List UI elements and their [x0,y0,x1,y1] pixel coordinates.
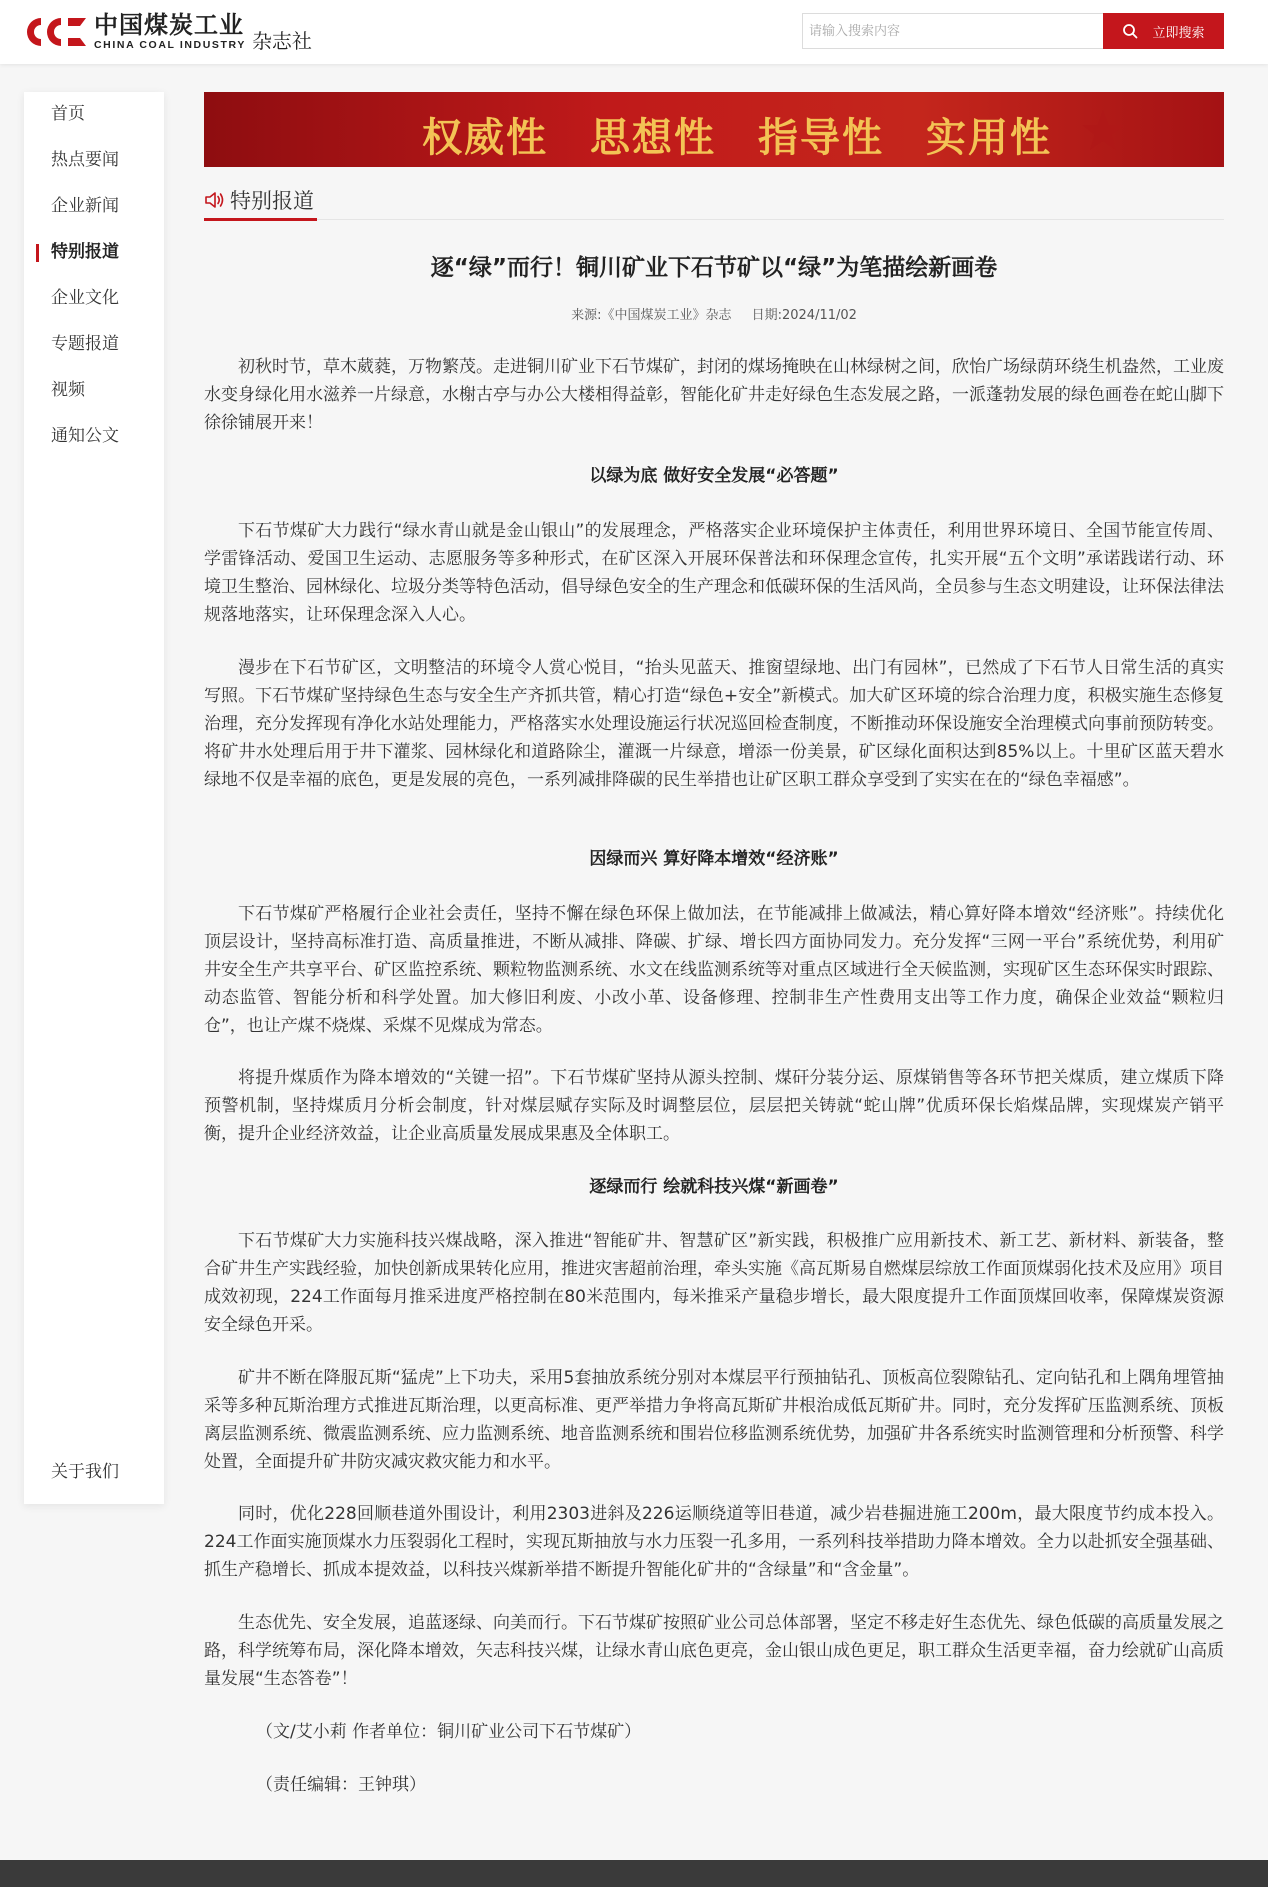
article-author: （文/艾小莉 作者单位：铜川矿业公司下石节煤矿） [256,1722,642,1742]
section-header [204,180,1224,220]
sidebar-item-company-news[interactable]: 企业新闻 [51,196,119,216]
article-source: 来源:《中国煤炭工业》杂志 [571,308,732,323]
logo-title: 中国煤炭工业 [94,10,244,39]
subheading: 以绿为底 做好安全发展“必答题” [589,466,839,486]
article-title: 逐“绿”而行！铜川矿业下石节矿以“绿”为笔描绘新画卷 [430,255,998,281]
paragraph: 下石节煤矿严格履行企业社会责任，坚持不懈在绿色环保上做加法，在节能减排上做减法，精心算好降本增效“经济账”。持续优化顶层设计，坚持高标准打造、高质量推进，不断从减排、降碳、扩绿、增长四方面协同发力。充分发挥“三网一平台”系统优势，利用矿井安全生产共享平台、矿区监控系统、颗粒物监测系统、水文在线监测系统等对重点区域进行全天候监测，实现矿区生态环保实时跟踪、动态监管、智能分析和科学处置。加大修旧利废、小改小革、设备修理、控制非生产性费用支出等工作力度，确保企业效益“颗粒归仓”，也让产煤不烧煤、采煤不见煤成为常态。 [204,904,1224,1036]
section-underline [204,218,317,221]
search-button[interactable] [1103,13,1224,49]
sidebar-item-special-report[interactable]: 特别报道 [24,232,164,272]
subheading: 因绿而兴 算好降本增效“经济账” [589,849,839,869]
sidebar-item-notices[interactable]: 通知公文 [51,426,119,446]
sidebar-item-topics[interactable]: 专题报道 [51,334,119,354]
paragraph: 将提升煤质作为降本增效的“关键一招”。下石节煤矿坚持从源头控制、煤矸分装分运、原煤销售等各环节把关煤质，建立煤质下降预警机制，坚持煤质月分析会制度，针对煤层赋存实际及时调整层位，层层把关铸就“蛇山牌”优质环保长焰煤品牌，实现煤炭产销平衡，提升企业经济效益，让企业高质量发展成果惠及全体职工。 [204,1068,1224,1144]
site-footer [0,1860,1268,1887]
sidebar-nav [24,92,164,1504]
coal-logo-icon [24,15,86,49]
sidebar-item-home[interactable]: 首页 [51,104,85,124]
search-bar [802,13,1224,49]
sidebar-item-culture[interactable]: 企业文化 [51,288,119,308]
slogan-banner [204,92,1224,167]
search-button-label: 立即搜索 [1152,25,1205,41]
site-header [0,0,1268,64]
logo-english: CHINA COAL INDUSTRY [94,39,246,51]
paragraph: 生态优先、安全发展，追蓝逐绿、向美而行。下石节煤矿按照矿业公司总体部署，坚定不移走好生态优先、绿色低碳的高质量发展之路，科学统筹布局，深化降本增效，矢志科技兴煤，让绿水青山底色更亮，金山银山成色更足，职工群众生活更幸福，奋力绘就矿山高质量发展“生态答卷”！ [204,1613,1224,1689]
banner-slogan: 权威性 思想性 指导性 实用性 [422,114,1052,161]
sidebar-item-hot-news[interactable]: 热点要闻 [51,150,119,170]
paragraph: 初秋时节，草木葳蕤，万物繁茂。走进铜川矿业下石节煤矿，封闭的煤场掩映在山林绿树之间，欣怡广场绿荫环绕生机盎然，工业废水变身绿化用水滋养一片绿意，水榭古亭与办公大楼相得益彰，智能化矿井走好绿色生态发展之路，一派蓬勃发展的绿色画卷在蛇山脚下徐徐铺展开来！ [204,357,1224,433]
article-date: 日期:2024/11/02 [751,308,857,323]
paragraph: 下石节煤矿大力实施科技兴煤战略，深入推进“智能矿井、智慧矿区”新实践，积极推广应用新技术、新工艺、新材料、新装备，整合矿井生产实践经验，加快创新成果转化应用，推进灾害超前治理，牵头实施《高瓦斯易自燃煤层综放工作面顶煤弱化技术及应用》项目成效初现，224工作面每月推采进度严格控制在80米范围内，每米推采产量稳步增长，最大限度提升工作面顶煤回收率，保障煤炭资源安全绿色开采。 [204,1231,1224,1335]
star-icon [1080,108,1126,152]
section-title-text: 特别报道 [230,189,314,213]
paragraph: 同时，优化228回顺巷道外围设计，利用2303进斜及226运顺绕道等旧巷道，减少岩巷掘进施工200m，最大限度节约成本投入。224工作面实施顶煤水力压裂弱化工程时，实现瓦斯抽放与水力压裂一孔多用，一系列科技举措助力降本增效。全力以赴抓安全强基础、抓生产稳增长、抓成本提效益，以科技兴煤新举措不断提升智能化矿井的“含绿量”和“含金量”。 [204,1504,1224,1580]
paragraph: 矿井不断在降服瓦斯“猛虎”上下功夫，采用5套抽放系统分别对本煤层平行预抽钻孔、顶板高位裂隙钻孔、定向钻孔和上隅角埋管抽采等多种瓦斯治理方式推进瓦斯治理，以更高标准、更严举措力争将高瓦斯矿井根治成低瓦斯矿井。同时，充分发挥矿压监测系统、顶板离层监测系统、微震监测系统、应力监测系统、地音监测系统和围岩位移监测系统优势，加强矿井各系统实时监测管理和分析预警、科学处置，全面提升矿井防灾减灾救灾能力和水平。 [204,1368,1224,1472]
section-title [204,180,314,220]
site-logo[interactable] [24,12,312,52]
sidebar-item-video[interactable]: 视频 [51,380,85,400]
article-editor: （责任编辑：王钟琪） [256,1775,426,1795]
search-input[interactable] [802,13,1103,49]
article-meta [204,307,1224,325]
subheading: 逐绿而行 绘就科技兴煤“新画卷” [589,1177,839,1197]
paragraph: 漫步在下石节矿区，文明整洁的环境令人赏心悦目，“抬头见蓝天、推窗望绿地、出门有园林”，已然成了下石节人日常生活的真实写照。下石节煤矿坚持绿色生态与安全生产齐抓共管，精心打造“绿色+安全”新模式。加大矿区环境的综合治理力度，积极实施生态修复治理，充分发挥现有净化水站处理能力，严格落实水处理设施运行状况巡回检查制度，不断推动环保设施安全治理模式向事前预防转变。将矿井水处理后用于井下灌浆、园林绿化和道路除尘，灌溉一片绿意，增添一份美景，矿区绿化面积达到85%以上。十里矿区蓝天碧水绿地不仅是幸福的底色，更是发展的亮色，一系列减排降碳的民生举措也让矿区职工群众享受到了实实在在的“绿色幸福感”。 [204,658,1224,790]
paragraph: 下石节煤矿大力践行“绿水青山就是金山银山”的发展理念，严格落实企业环境保护主体责任，利用世界环境日、全国节能宣传周、学雷锋活动、爱国卫生运动、志愿服务等多种形式，在矿区深入开展环保普法和环保理念宣传，扎实开展“五个文明”承诺践诺行动、环境卫生整治、园林绿化、垃圾分类等特色活动，倡导绿色安全的生产理念和低碳环保的生活风尚，全员参与生态文明建设，让环保法律法规落地落实，让环保理念深入人心。 [204,521,1224,625]
logo-subtitle: 杂志社 [251,28,312,53]
sidebar-item-about[interactable]: 关于我们 [51,1462,119,1482]
search-icon [1122,23,1138,39]
speaker-icon [204,190,226,210]
